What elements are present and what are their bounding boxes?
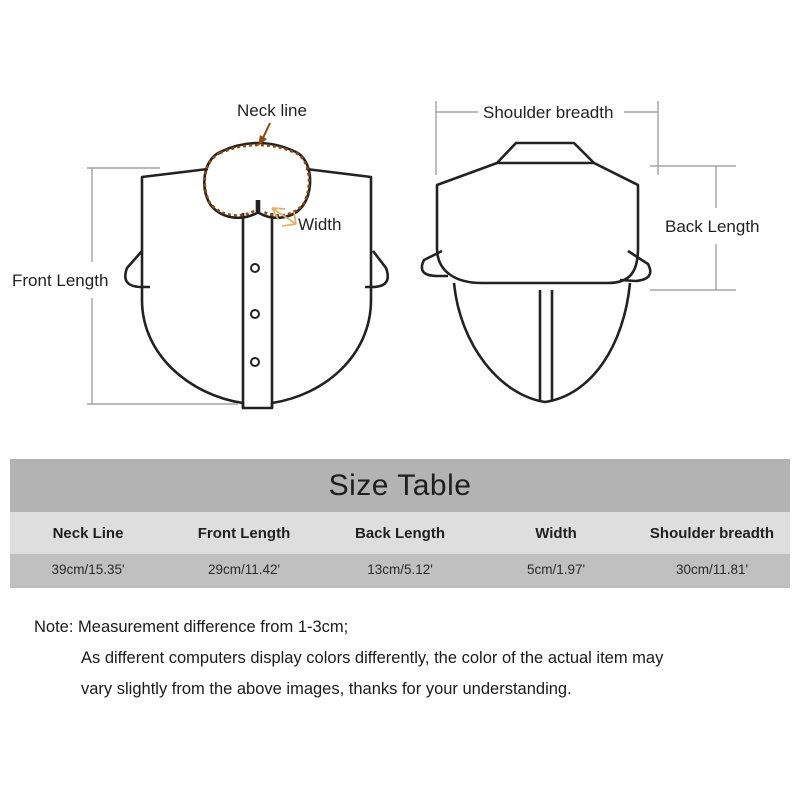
header-shoulder-breadth: Shoulder breadth xyxy=(634,512,790,554)
right-strap xyxy=(365,251,388,287)
header-front-length: Front Length xyxy=(166,512,322,554)
header-width: Width xyxy=(478,512,634,554)
left-strap xyxy=(125,251,150,287)
collar-band xyxy=(220,143,296,152)
neck-line-label: Neck line xyxy=(237,101,307,120)
front-button xyxy=(251,358,259,366)
back-length-label: Back Length xyxy=(665,217,760,236)
collar-wing-right xyxy=(259,152,310,218)
front-length-measure xyxy=(87,168,238,404)
value-width: 5cm/1.97' xyxy=(478,554,634,587)
note-line-1: Note: Measurement difference from 1-3cm; xyxy=(34,618,349,636)
front-length-label: Front Length xyxy=(12,271,109,290)
collar-wing-left xyxy=(204,152,257,218)
value-back-length: 13cm/5.12' xyxy=(322,554,478,587)
header-back-length: Back Length xyxy=(322,512,478,554)
front-button xyxy=(251,310,259,318)
note-line-2: As different computers display colors differently, the color of the actual item may xyxy=(81,649,664,667)
value-shoulder-breadth: 30cm/11.81' xyxy=(634,554,790,587)
width-label: Width xyxy=(298,215,342,234)
note-line-3: vary slightly from the above images, thanks for your understanding. xyxy=(81,680,572,698)
back-lower-outline xyxy=(454,283,630,402)
header-neck-line: Neck Line xyxy=(10,512,166,554)
front-collar-illustration xyxy=(125,143,387,408)
back-body-outline xyxy=(437,163,638,283)
value-neck-line: 39cm/15.35' xyxy=(10,554,166,587)
front-button xyxy=(251,264,259,272)
size-table-title: Size Table xyxy=(10,459,790,512)
back-left-strap xyxy=(422,251,448,276)
note-block xyxy=(34,616,663,709)
value-front-length: 29cm/11.42' xyxy=(166,554,322,587)
back-collar xyxy=(497,143,594,163)
back-collar-illustration xyxy=(422,143,650,402)
size-table xyxy=(10,459,790,588)
shoulder-breadth-label: Shoulder breadth xyxy=(483,103,614,122)
